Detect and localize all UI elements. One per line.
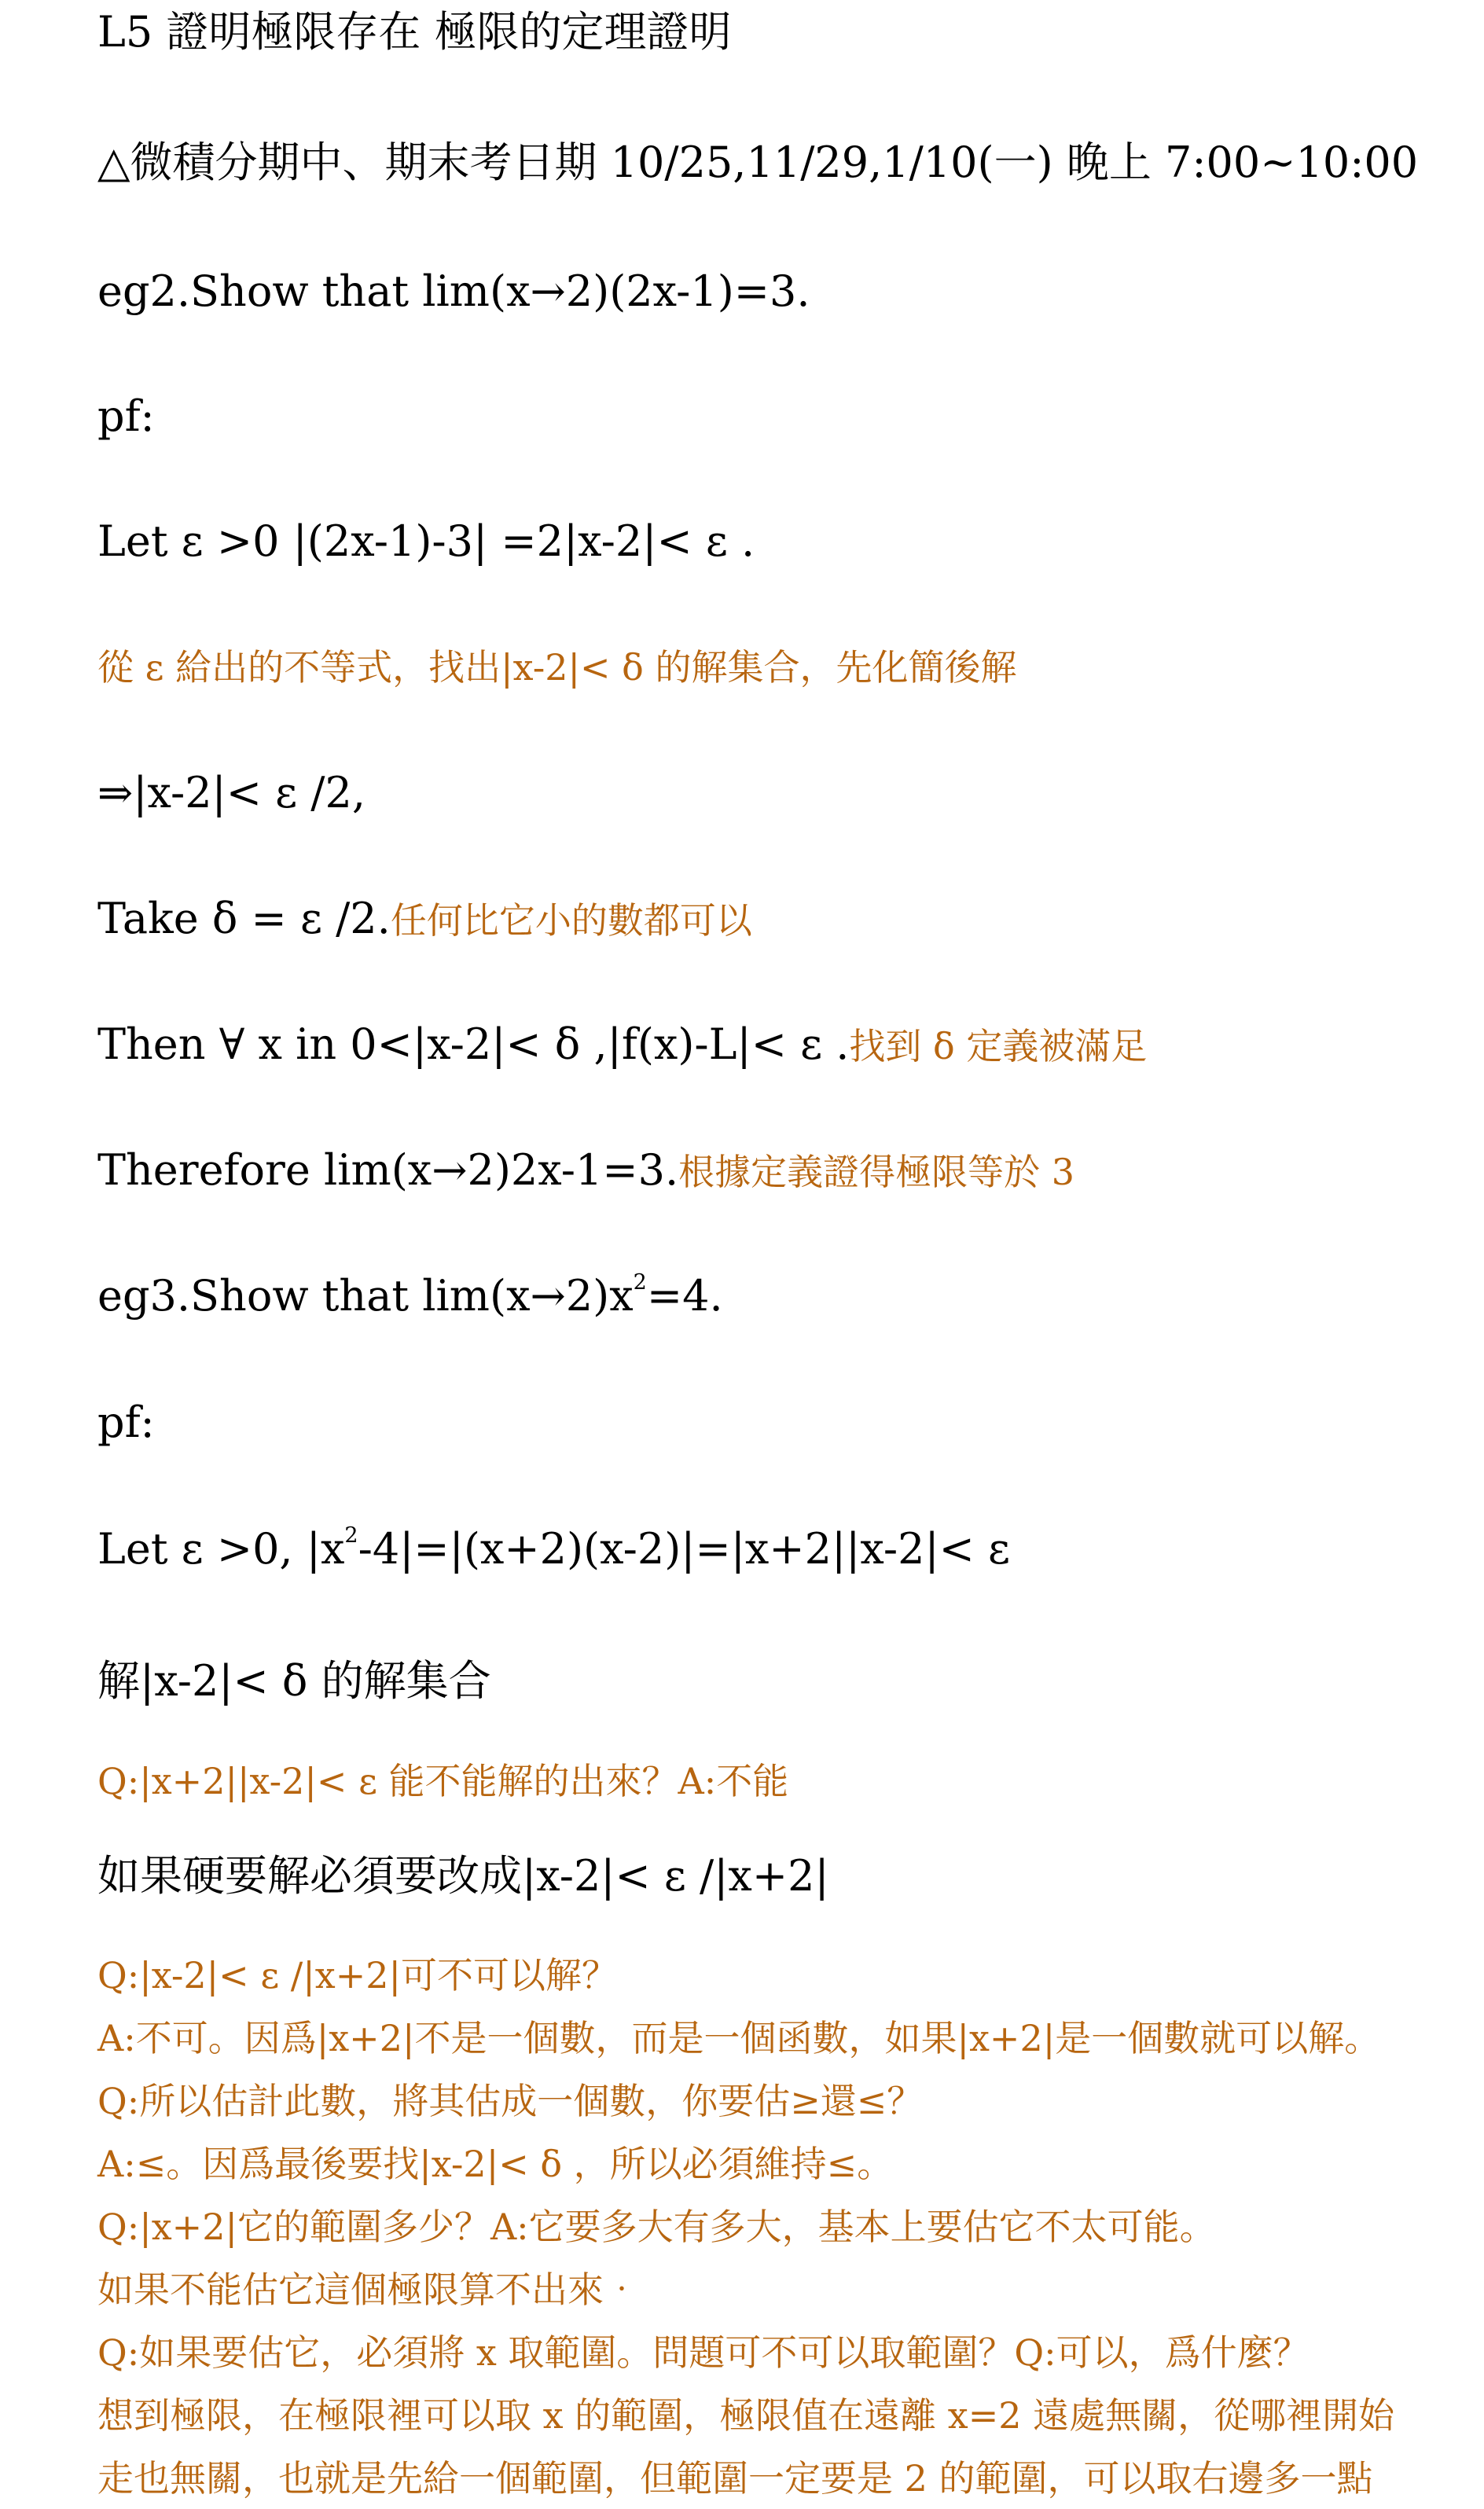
eg3-think-line-1: 想到極限，在極限裡可以取 x 的範圍，極限值在遠離 x=2 遠處無關，從哪裡開始 [97, 2394, 1395, 2437]
eg3-let-text: Let ε >0, |x [97, 1524, 345, 1574]
eg2-let-line: Let ε >0 |(2x-1)-3| =2|x-2|< ε . [97, 516, 755, 566]
eg3-solve-set: 解|x-2|< δ 的解集合 [97, 1656, 491, 1706]
eg2-therefore-line [97, 1145, 1465, 1195]
eg3-answer-3: A:≤。因爲最後要找|x-2|< δ ，所以必須維持≤。 [97, 2143, 894, 2185]
eg3-answer-2: A:不可。因爲|x+2|不是一個數，而是一個函數，如果|x+2|是一個數就可以解。 [97, 2017, 1381, 2059]
eg3-statement-end: =4. [646, 1271, 723, 1321]
eg2-implies-line: ⇒|x-2|< ε /2, [97, 768, 366, 817]
eg3-let-end: -4|=|(x+2)(x-2)|=|x+2||x-2|< ε [358, 1524, 1011, 1574]
eg2-statement: eg2.Show that lim(x→2)(2x-1)=3. [97, 266, 810, 316]
eg3-question-3: Q:所以估計此數，將其估成一個數，你要估≥還≤？ [97, 2080, 924, 2122]
eg3-let-exponent: 2 [344, 1523, 358, 1548]
eg2-note-solve: 從 ε 給出的不等式，找出|x-2|< δ 的解集合，先化簡後解 [97, 646, 1017, 689]
eg2-therefore-main: Therefore lim(x→2)2x-1=3. [97, 1145, 679, 1195]
eg3-must-change: 如果硬要解必須要改成|x-2|< ε /|x+2| [97, 1851, 829, 1901]
eg2-take-line [97, 894, 1465, 943]
eg3-question-5: Q:如果要估它，必須將 x 取範圍。問題可不可以取範圍？Q:可以，爲什麼？ [97, 2331, 1310, 2374]
exam-date-announcement: △微積分期中、期末考日期 10/25,11/29,1/10(一) 晚上 7:00~10:00 [97, 138, 1419, 187]
eg2-therefore-note: 根據定義證得極限等於 3 [678, 1151, 1075, 1193]
eg3-statement-text: eg3.Show that lim(x→2)x [97, 1271, 634, 1321]
eg3-question-2: Q:|x-2|< ε /|x+2|可不可以解？ [97, 1954, 619, 1997]
eg3-statement-exponent: 2 [633, 1269, 647, 1295]
eg3-statement [97, 1269, 1465, 1321]
eg2-then-main: Then ∀ x in 0<|x-2|< δ ,|f(x)-L|< ε . [97, 1019, 850, 1069]
eg3-question-4: Q:|x+2|它的範圍多少？A:它要多大有多大，基本上要估它不太可能。 [97, 2206, 1216, 2248]
eg2-then-line [97, 1019, 1465, 1069]
eg3-cannot-estimate: 如果不能估它這個極限算不出來‧ [97, 2268, 640, 2311]
eg3-question-1: Q:|x+2||x-2|< ε 能不能解的出來？A:不能 [97, 1760, 789, 1802]
eg2-then-note: 找到 δ 定義被滿足 [849, 1025, 1148, 1067]
eg3-think-line-2: 走也無關，也就是先給一個範圍，但範圍一定要是 2 的範圍，可以取右邊多一點 [97, 2457, 1373, 2500]
eg2-take-note: 任何比它小的數都可以 [390, 899, 752, 942]
eg2-take-main: Take δ = ε /2. [97, 894, 391, 943]
eg3-pf-label: pf: [97, 1398, 155, 1447]
page-title: L5 證明極限存在 極限的定理證明 [97, 7, 732, 57]
eg3-let-line [97, 1523, 1465, 1574]
eg2-pf-label: pf: [97, 391, 155, 441]
